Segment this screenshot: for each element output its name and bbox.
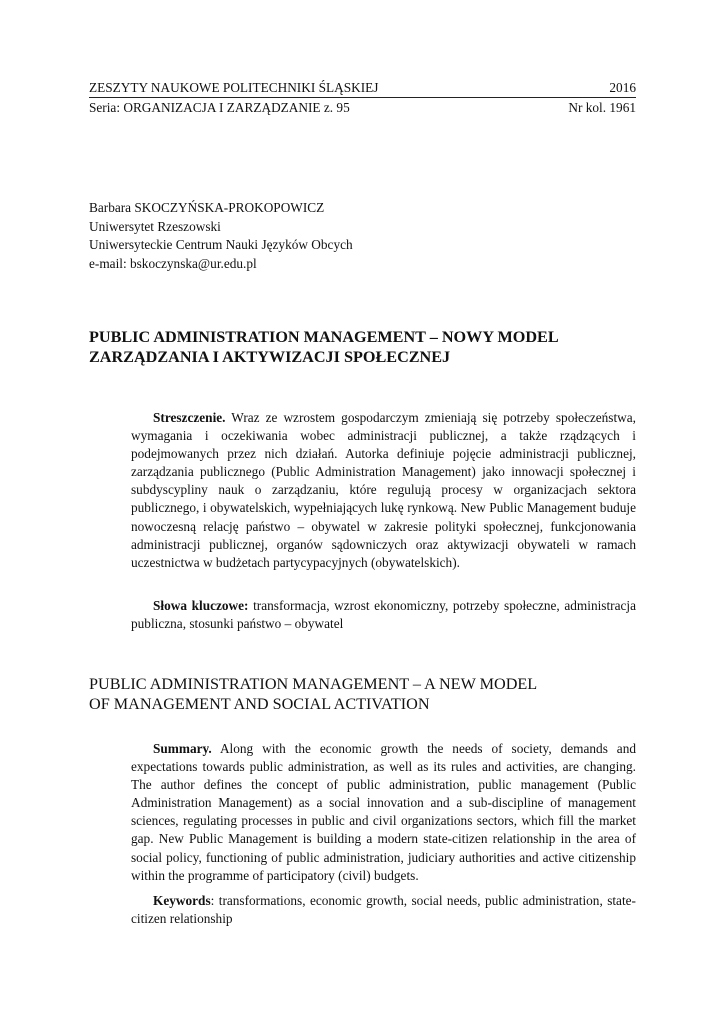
keywords-english-text: : transformations, economic growth, social needs, public administration, state-citizen relationship xyxy=(131,893,636,927)
abstract-english xyxy=(131,740,636,885)
series-name: Seria: ORGANIZACJA I ZARZĄDZANIE z. 95 xyxy=(89,100,350,115)
author-email: e-mail: bskoczynska@ur.edu.pl xyxy=(89,255,257,271)
author-university: Uniwersytet Rzeszowski xyxy=(89,218,221,234)
journal-year: 2016 xyxy=(609,80,636,95)
author-unit: Uniwersyteckie Centrum Nauki Języków Obcych xyxy=(89,237,353,252)
title-english-line: PUBLIC ADMINISTRATION MANAGEMENT – A NEW MODEL xyxy=(89,675,538,693)
title-english-line: OF MANAGEMENT AND SOCIAL ACTIVATION xyxy=(89,695,430,713)
abstract-english-text: Along with the economic growth the needs of society, demands and expectations towards public administration, as well as its rules and activities, are changing. The author defines the concept of public administration, public management (Public Administration Management) as a social innovation and a sub-discipline of management sciences, regulating processes in public and civil organizations sectors, which fill the market gap. New Public Management is building a modern state-citizen relationship in the area of social policy, functioning of public administration, judiciary authorities and active citizenship within the programme of participatory (civil) budgets. xyxy=(131,741,637,883)
series-header xyxy=(89,99,636,116)
abstract-english-label: Summary. xyxy=(153,741,212,756)
title-polish xyxy=(89,327,649,367)
keywords-polish-text: transformacja, wzrost ekonomiczny, potrzeby społeczne, administracja publiczna, stosunki państwo – obywatel xyxy=(131,598,636,632)
abstract-polish-label: Streszczenie. xyxy=(153,410,226,425)
title-polish-line: PUBLIC ADMINISTRATION MANAGEMENT – NOWY MODEL xyxy=(89,328,559,346)
title-polish-line: ZARZĄDZANIA I AKTYWIZACJI SPOŁECZNEJ xyxy=(89,348,451,366)
author-name: Barbara SKOCZYŃSKA-PROKOPOWICZ xyxy=(89,200,325,215)
journal-header xyxy=(89,79,636,98)
keywords-english-label: Keywords xyxy=(153,893,211,908)
keywords-polish-label: Słowa kluczowe: xyxy=(153,598,249,613)
issue-number: Nr kol. 1961 xyxy=(568,100,636,115)
abstract-polish-text: Wraz ze wzrostem gospodarczym zmieniają się potrzeby społeczeństwa, wymagania i oczekiwania wobec administracji publicznej, a także rządzących i podejmowanych przez nich działań. Autorka definiuje pojęcie administracji publicznej, zarządzania publicznego (Public Administration Management) jako innowacji społecznej i subdyscypliny nauk o zarządzaniu, które regulują procesy w organizacjach sektora publicznego, i obywatelskich, wypełniających lukę rynkową. New Public Management buduje nowoczesną relację państwo – obywatel w zakresie polityki społecznej, funkcjonowania administracji publicznej, organów sądowniczych oraz aktywizacji obywateli w ramach uczestnictwa w budżetach partycypacyjnych (obywatelskich). xyxy=(131,410,636,570)
keywords-polish xyxy=(131,597,636,633)
journal-name: ZESZYTY NAUKOWE POLITECHNIKI ŚLĄSKIEJ xyxy=(89,80,379,95)
author-block xyxy=(89,199,353,273)
keywords-english xyxy=(131,892,636,928)
abstract-polish xyxy=(131,409,636,572)
title-english xyxy=(89,674,649,714)
